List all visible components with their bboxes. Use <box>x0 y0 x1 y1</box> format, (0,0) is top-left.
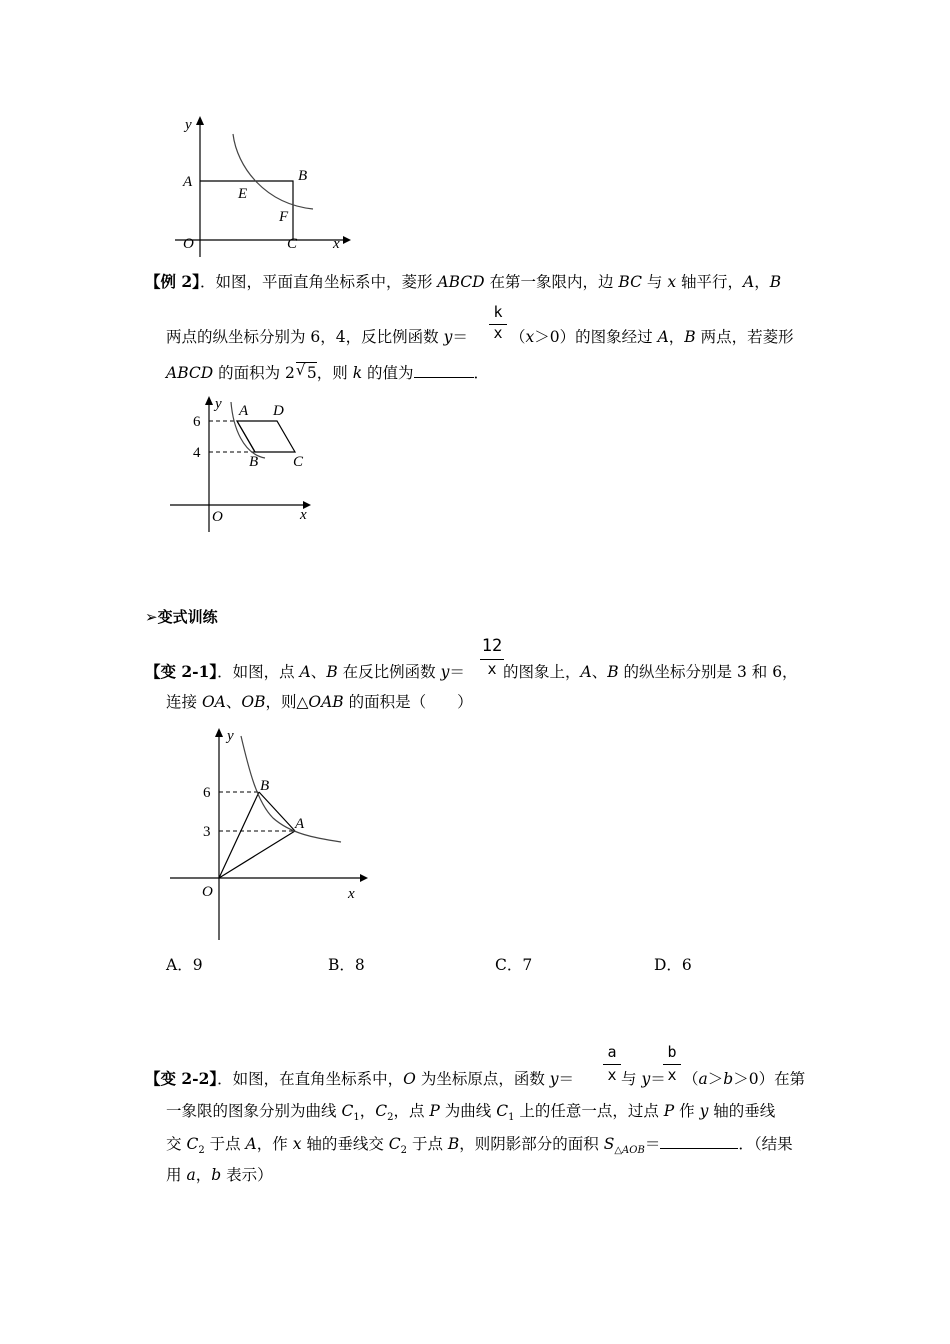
point-E: E <box>238 186 248 202</box>
example2-fraction-numerator: k <box>493 303 503 321</box>
v21-line2: 连接 OA、OB，则△OAB 的面积是（ ） <box>166 693 473 711</box>
point-A: A <box>295 816 305 832</box>
answer-blank-v22[interactable] <box>660 1148 738 1149</box>
v21-tag: 【变 2-1】 <box>145 662 218 681</box>
tick-6: 6 <box>193 414 201 430</box>
example2-line3: ABCD 的面积为 2 √ 5，则 k 的值为 ． <box>166 361 490 382</box>
option-B[interactable]: B．8 <box>328 956 365 974</box>
x-axis-arrow <box>360 874 368 882</box>
origin-O: O <box>212 509 223 525</box>
point-C: C <box>293 454 304 470</box>
point-A: A <box>183 174 193 190</box>
y-axis-arrow <box>215 728 223 737</box>
v22-line2: 一象限的图象分别为曲线 $C_1$，$C_2$，点 P 为曲线 $C_1$ 上的任意一点，过点 P 作 y 轴的垂线 <box>166 1102 776 1124</box>
x-label: x <box>300 507 307 523</box>
point-B: B <box>249 454 259 470</box>
v22-fraction2-bar <box>663 1064 681 1065</box>
v22-line1-right: （a＞b＞0）在第 <box>683 1070 806 1088</box>
example2-fraction-denominator: x <box>493 324 503 342</box>
option-C[interactable]: C．7 <box>495 956 533 974</box>
figure-rectangle-hyperbola <box>165 112 355 257</box>
tick-6: 6 <box>203 785 211 801</box>
y-axis-arrow <box>196 116 204 125</box>
example2-line1: 【例 2】．如图，平面直角坐标系中，菱形 ABCD 在第一象限内，边 BC 与 x 轴平行，A，B <box>145 272 782 291</box>
v22-line3: 交 $C_2$ 于点 A，作 x 轴的垂线交 $C_2$ 于点 B，则阴影部分的面积 $S_{\triangle AOB}=$ ．（结果 <box>166 1135 793 1157</box>
example2-line2-right: （x＞0）的图象经过 A，B 两点，若菱形 <box>510 328 794 346</box>
segment-AB <box>259 792 295 831</box>
option-A[interactable]: A．9 <box>166 956 203 974</box>
origin-O: O <box>183 236 194 252</box>
point-C: C <box>287 236 298 252</box>
answer-blank-ex2[interactable] <box>414 377 474 378</box>
v22-line4: 用 a，b 表示） <box>166 1166 273 1184</box>
figure-rhombus-hyperbola <box>165 392 325 537</box>
figure-triangle-OAB <box>165 722 375 944</box>
v22-line1-mid: 与 y＝ <box>621 1070 666 1088</box>
section-arrow-icon: ➢ <box>145 608 158 626</box>
origin-O: O <box>202 884 213 900</box>
example2-tag: 【例 2】 <box>145 272 200 291</box>
x-label: x <box>333 236 340 252</box>
v21-line1-left: 【变 2-1】．如图，点 A、B 在反比例函数 y＝ <box>145 662 465 681</box>
y-axis-arrow <box>205 396 213 405</box>
x-axis-arrow <box>343 236 351 244</box>
v22-fraction2-denominator: x <box>667 1066 677 1084</box>
section-header <box>145 606 218 627</box>
v22-fraction1-denominator: x <box>607 1066 617 1084</box>
section-title: 变式训练 <box>157 608 218 626</box>
v22-fraction1-numerator: a <box>607 1043 617 1061</box>
v21-fraction-denominator: x <box>487 660 497 678</box>
v22-fraction2-numerator: b <box>667 1043 677 1061</box>
tick-4: 4 <box>193 445 201 461</box>
point-D: D <box>273 403 284 419</box>
v22-line1-left: 【变 2-2】．如图，在直角坐标系中，O 为坐标原点，函数 y＝ <box>145 1069 575 1088</box>
tick-3: 3 <box>203 824 211 840</box>
option-D[interactable]: D．6 <box>654 956 692 974</box>
point-F: F <box>279 209 289 225</box>
v21-fraction-numerator: 12 <box>481 636 503 656</box>
example2-line2-left: 两点的纵坐标分别为 6，4，反比例函数 y＝ <box>166 328 468 346</box>
y-label: y <box>215 396 222 412</box>
v22-fraction1-bar <box>603 1064 621 1065</box>
y-label: y <box>185 117 192 133</box>
y-label: y <box>227 728 234 744</box>
v21-line1-right: 的图象上，A、B 的纵坐标分别是 3 和 6， <box>503 663 798 681</box>
point-A: A <box>239 403 249 419</box>
x-label: x <box>348 886 355 902</box>
point-B: B <box>298 168 308 184</box>
point-B: B <box>260 778 270 794</box>
v22-tag: 【变 2-2】 <box>145 1069 218 1088</box>
